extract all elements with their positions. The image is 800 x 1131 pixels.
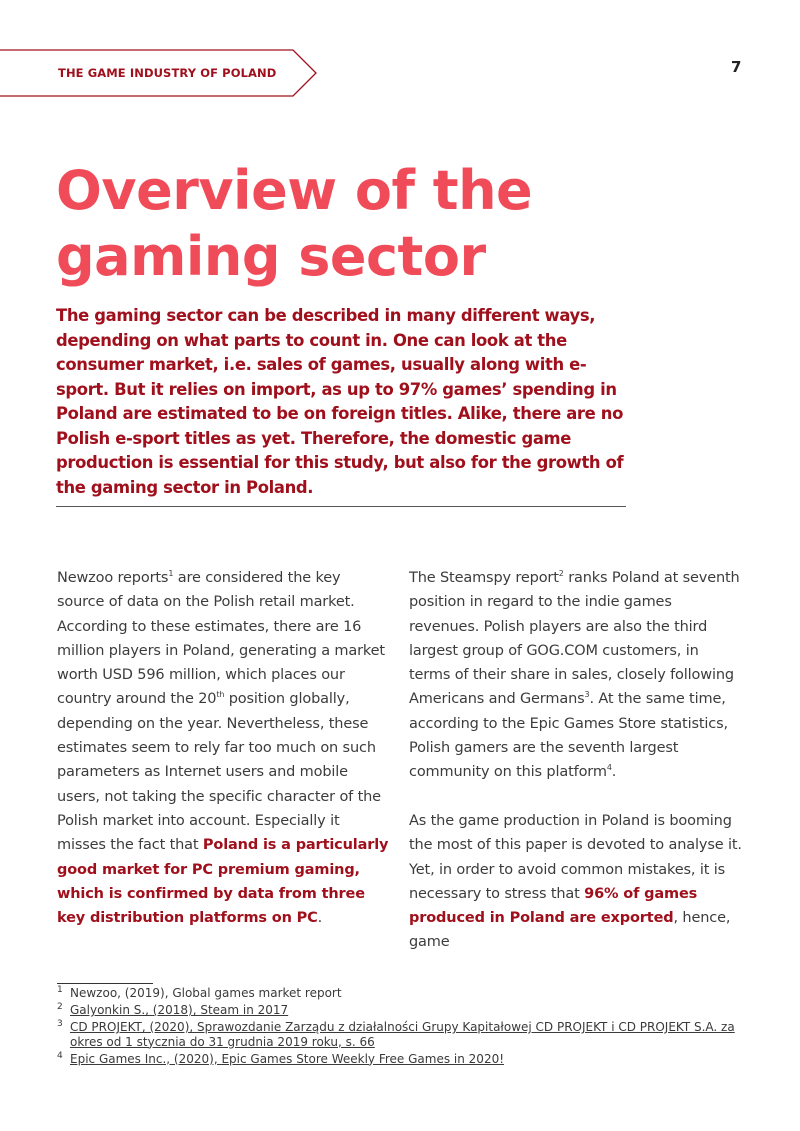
text-run: , hence, game bbox=[409, 910, 731, 951]
lead-divider bbox=[56, 506, 626, 507]
right-paragraph-2 bbox=[409, 809, 744, 955]
footnote-divider bbox=[57, 983, 153, 984]
footnote-4 bbox=[57, 1052, 757, 1067]
text-run: ranks Poland at seventh position in regard to the indie games revenues. Polish players are also the third largest group of GOG.COM customers, in terms of their share in sales, closely following Americans and Germans bbox=[409, 570, 740, 708]
text-run: As the game production in Poland is booming the most of this paper is devoted to analyse it. Yet, in order to avoid common mistakes, it is necessary to stress that bbox=[409, 812, 742, 902]
page-title-line-2: gaming sector bbox=[56, 225, 486, 288]
section-header-tab bbox=[0, 49, 320, 97]
footnote-link[interactable]: Galyonkin S., (2018), Steam in 2017 bbox=[70, 1003, 289, 1017]
footnote-number: 2 bbox=[57, 1002, 63, 1012]
footnote-link[interactable]: CD PROJEKT, (2020), Sprawozdanie Zarządu z działalności Grupy Kapitałowej CD PROJEKT i CD PROJEKT S.A. za okres od 1 stycznia do 31 grudnia 2019 roku, s. 66 bbox=[70, 1020, 735, 1049]
footnote-3 bbox=[57, 1020, 757, 1049]
left-paragraph-1 bbox=[57, 566, 392, 930]
emphasis-pc-market: Poland is a particularly good market for PC premium gaming, which is confirmed by data from three key distribution platforms on PC bbox=[57, 837, 389, 927]
right-column bbox=[409, 566, 744, 955]
footnote-number: 4 bbox=[57, 1050, 63, 1061]
footnote-2 bbox=[57, 1003, 757, 1018]
right-paragraph-1 bbox=[409, 566, 744, 785]
section-label: THE GAME INDUSTRY OF POLAND bbox=[58, 66, 277, 80]
text-run: . At the same time, according to the Epic Games Store statistics, Polish gamers are the seventh largest community on this platform bbox=[409, 691, 728, 781]
text-run: position globally, depending on the year. Nevertheless, these estimates seem to rely far too much on such parameters as Internet users and mobile users, not taking the specific character of the Polish market into account. Especially it misses the fact that bbox=[57, 691, 381, 854]
footnote-number: 1 bbox=[57, 985, 63, 995]
page-title bbox=[56, 158, 656, 290]
lead-paragraph: The gaming sector can be described in many different ways, depending on what parts to count in. One can look at the consumer market, i.e. sales of games, usually along with e-sport. But it relies on import, as up to 97% games’ spending in Poland are estimated to be on foreign titles. Alike, there are no Polish e-sport titles as yet. Therefore, the domestic game production is essential for this study, but also for the growth of the gaming sector in Poland. bbox=[56, 306, 624, 497]
footnote-ref-4[interactable]: 4 bbox=[606, 763, 612, 773]
footnote-ref-3[interactable]: 3 bbox=[584, 690, 590, 700]
footnote-link[interactable]: Epic Games Inc., (2020), Epic Games Store Weekly Free Games in 2020! bbox=[70, 1051, 505, 1066]
left-column bbox=[57, 566, 392, 930]
text-run: Newzoo reports bbox=[57, 570, 169, 586]
paragraph-gap bbox=[409, 785, 744, 809]
footnotes bbox=[57, 986, 757, 1069]
emphasis-exported: 96% of games produced in Poland are exported bbox=[409, 885, 698, 927]
footnote-1 bbox=[57, 986, 757, 1001]
text-run: . bbox=[317, 910, 323, 927]
footnote-ref-1[interactable]: 1 bbox=[168, 569, 174, 579]
page-title-line-1: Overview of the bbox=[56, 159, 533, 222]
footnote-ref-2[interactable]: 2 bbox=[558, 569, 564, 579]
text-run: . bbox=[611, 764, 617, 781]
footnote-text: Newzoo, (2019), Global games market report bbox=[70, 986, 342, 1000]
ordinal-suffix: th bbox=[216, 690, 225, 700]
text-run: are considered the key source of data on the Polish retail market. According to these estimates, there are 16 million players in Poland, generating a market worth USD 596 million, which places our country around the 20 bbox=[57, 570, 385, 708]
text-run: The Steamspy report bbox=[409, 570, 559, 586]
page-number: 7 bbox=[731, 58, 742, 76]
footnote-number: 3 bbox=[57, 1019, 63, 1029]
